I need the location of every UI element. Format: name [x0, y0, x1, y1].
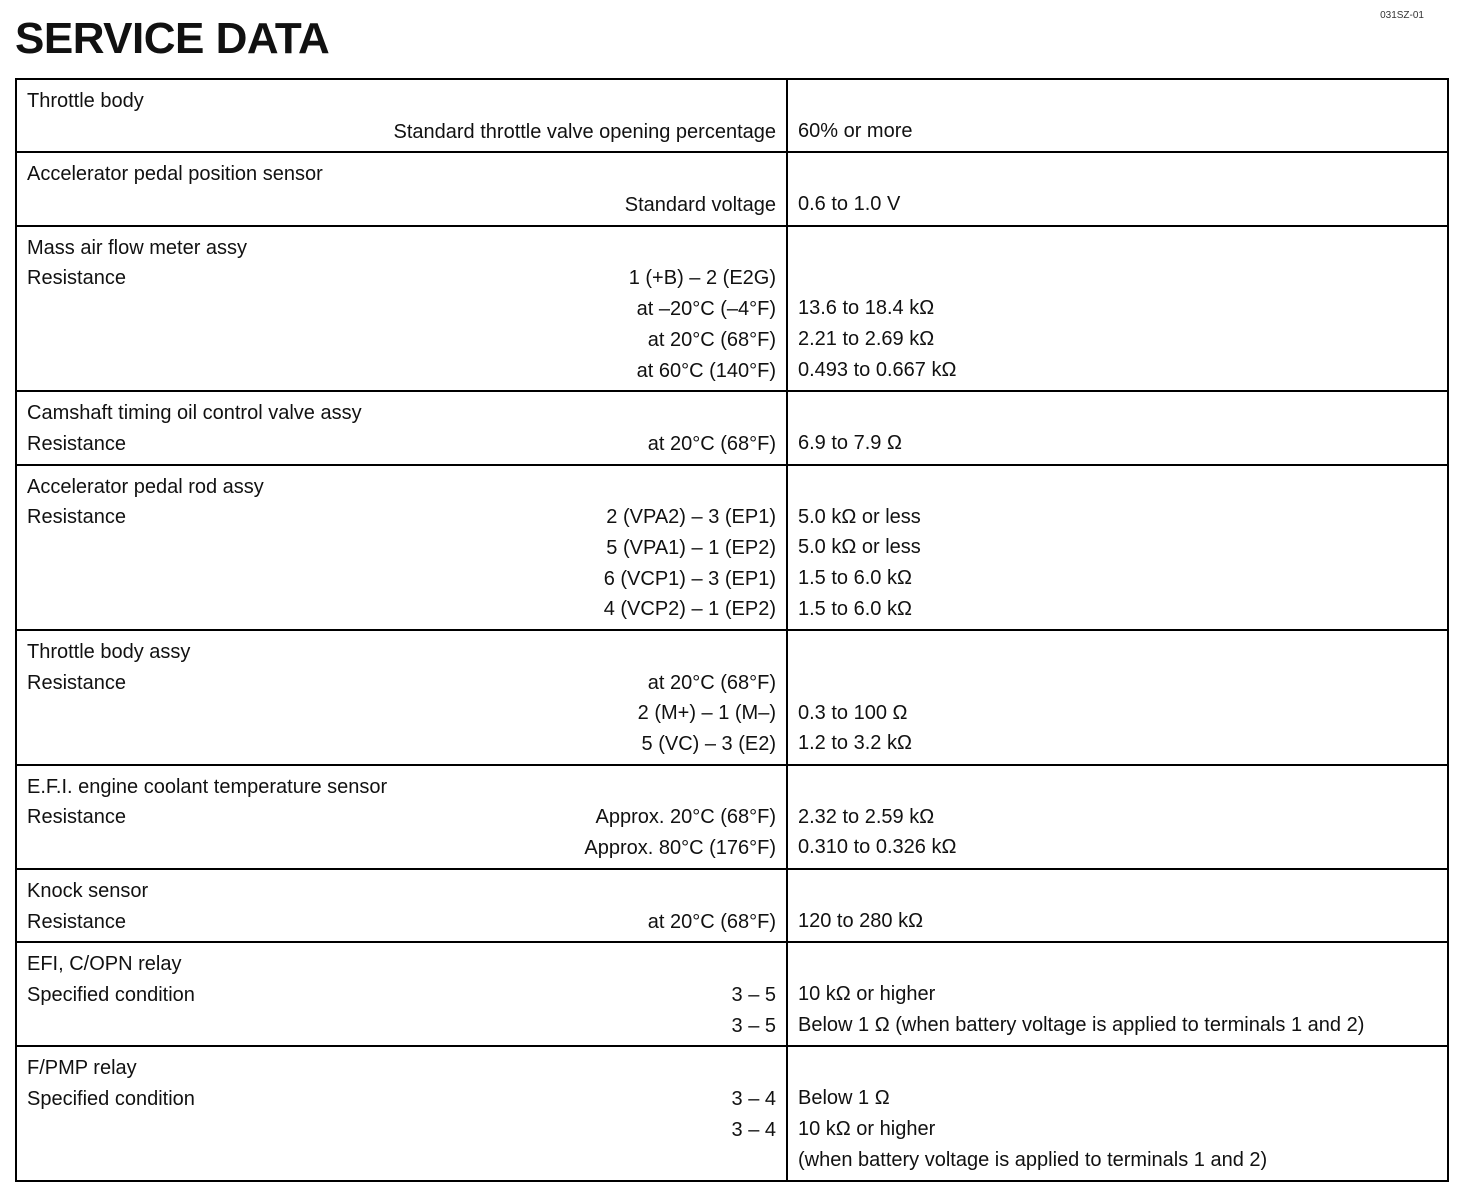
spec-condition-cell	[16, 765, 787, 869]
measurement-label: Resistance	[27, 506, 126, 529]
spec-value: 2.32 to 2.59 kΩ	[798, 805, 935, 828]
component-name: Accelerator pedal rod assy	[27, 475, 264, 498]
component-name: F/PMP relay	[27, 1057, 137, 1080]
test-condition: at 20°C (68°F)	[647, 671, 776, 694]
spec-section	[16, 152, 1448, 225]
service-data-table	[15, 78, 1449, 1182]
spec-value: 1.5 to 6.0 kΩ	[798, 566, 912, 589]
spec-section	[16, 869, 1448, 942]
test-condition: at 20°C (68°F)	[647, 328, 776, 351]
test-condition: Approx. 20°C (68°F)	[595, 806, 776, 829]
measurement-line	[27, 907, 776, 938]
measurement-label: Specified condition	[27, 1087, 195, 1110]
component-name: Accelerator pedal position sensor	[27, 163, 323, 186]
measurement-line	[27, 502, 776, 533]
test-condition: Approx. 80°C (176°F)	[584, 837, 776, 860]
spec-value: 0.6 to 1.0 V	[798, 193, 901, 216]
spec-value: 5.0 kΩ or less	[798, 536, 921, 559]
spec-section	[16, 226, 1448, 391]
component-name: Throttle body	[27, 90, 144, 112]
spec-section	[16, 79, 1448, 152]
service-data-body	[16, 79, 1448, 1181]
spec-value: 5.0 kΩ or less	[798, 505, 921, 528]
test-condition: 2 (M+) – 1 (M–)	[637, 702, 776, 725]
measurement-line	[27, 802, 776, 833]
spec-condition-cell	[16, 942, 787, 1046]
spec-section	[16, 1046, 1448, 1181]
spec-value-cell	[787, 152, 1448, 225]
spec-value-cell	[787, 869, 1448, 942]
spec-condition-cell	[16, 79, 787, 152]
spec-value-cell	[787, 79, 1448, 152]
measurement-line	[27, 1084, 776, 1115]
spec-condition-cell	[16, 391, 787, 464]
spec-value: 1.5 to 6.0 kΩ	[798, 597, 912, 620]
spec-value-cell	[787, 765, 1448, 869]
spec-value: 13.6 to 18.4 kΩ	[798, 297, 935, 320]
measurement-label: Resistance	[27, 432, 126, 455]
test-condition: at 20°C (68°F)	[647, 910, 776, 933]
spec-value	[798, 263, 1437, 294]
spec-value-cell	[787, 226, 1448, 391]
measurement-line	[27, 980, 776, 1011]
measurement-label: Resistance	[27, 267, 126, 290]
spec-value: 0.493 to 0.667 kΩ	[798, 358, 957, 381]
test-condition: 5 (VPA1) – 1 (EP2)	[606, 536, 776, 559]
test-condition: at 60°C (140°F)	[636, 359, 776, 382]
spec-section	[16, 765, 1448, 869]
measurement-line	[27, 263, 776, 294]
spec-section	[16, 630, 1448, 765]
spec-value: 10 kΩ or higher	[798, 1117, 936, 1140]
test-condition: Standard throttle valve opening percentage	[393, 120, 776, 143]
spec-section	[16, 465, 1448, 630]
measurement-label: Specified condition	[27, 983, 195, 1006]
test-condition: 4 (VCP2) – 1 (EP2)	[603, 598, 776, 621]
spec-value	[798, 667, 1437, 698]
spec-section	[16, 391, 1448, 464]
test-condition: at –20°C (–4°F)	[636, 298, 776, 321]
spec-value: 1.2 to 3.2 kΩ	[798, 732, 912, 755]
measurement-label: Resistance	[27, 910, 126, 933]
spec-condition-cell	[16, 630, 787, 765]
spec-value-cell	[787, 391, 1448, 464]
spec-value: 2.21 to 2.69 kΩ	[798, 328, 935, 351]
spec-value: 10 kΩ or higher	[798, 983, 936, 1006]
measurement-label: Resistance	[27, 671, 126, 694]
spec-condition-cell	[16, 465, 787, 630]
test-condition: 6 (VCP1) – 3 (EP1)	[603, 567, 776, 590]
measurement-line	[27, 429, 776, 460]
spec-value: 0.3 to 100 Ω	[798, 701, 908, 724]
spec-condition-cell	[16, 869, 787, 942]
measurement-label: Resistance	[27, 806, 126, 829]
spec-value: 0.310 to 0.326 kΩ	[798, 836, 957, 859]
spec-condition-cell	[16, 152, 787, 225]
test-condition: at 20°C (68°F)	[647, 432, 776, 455]
spec-value-cell	[787, 1046, 1448, 1181]
spec-value-cell	[787, 465, 1448, 630]
spec-value: 60% or more	[798, 120, 913, 142]
document-code: 031SZ-01	[1380, 10, 1424, 21]
spec-condition-cell	[16, 226, 787, 391]
component-name: Knock sensor	[27, 879, 149, 902]
test-condition	[27, 1145, 776, 1176]
component-name: E.F.I. engine coolant temperature sensor	[27, 775, 388, 798]
spec-section	[16, 942, 1448, 1046]
test-condition: Standard voltage	[624, 194, 776, 217]
spec-value: Below 1 Ω	[798, 1087, 890, 1110]
component-name: Mass air flow meter assy	[27, 236, 248, 259]
spec-value: 6.9 to 7.9 Ω	[798, 432, 902, 455]
test-condition: 3 – 4	[731, 1087, 776, 1110]
spec-condition-cell	[16, 1046, 787, 1181]
test-condition: 3 – 5	[731, 983, 776, 1006]
spec-value: (when battery voltage is applied to terminals 1 and 2)	[798, 1148, 1268, 1171]
test-condition: 2 (VPA2) – 3 (EP1)	[606, 506, 776, 529]
test-condition: 3 – 5	[731, 1014, 776, 1037]
page-title: SERVICE DATA	[15, 14, 330, 63]
test-condition: 5 (VC) – 3 (E2)	[641, 733, 776, 756]
spec-value-cell	[787, 942, 1448, 1046]
component-name: Throttle body assy	[27, 641, 191, 663]
spec-value-cell	[787, 630, 1448, 765]
measurement-line	[27, 668, 776, 699]
spec-value: Below 1 Ω (when battery voltage is applied to terminals 1 and 2)	[798, 1013, 1365, 1036]
component-name: EFI, C/OPN relay	[27, 953, 182, 976]
test-condition: 1 (+B) – 2 (E2G)	[628, 267, 776, 290]
component-name: Camshaft timing oil control valve assy	[27, 402, 362, 425]
test-condition: 3 – 4	[731, 1118, 776, 1141]
spec-value: 120 to 280 kΩ	[798, 909, 924, 932]
